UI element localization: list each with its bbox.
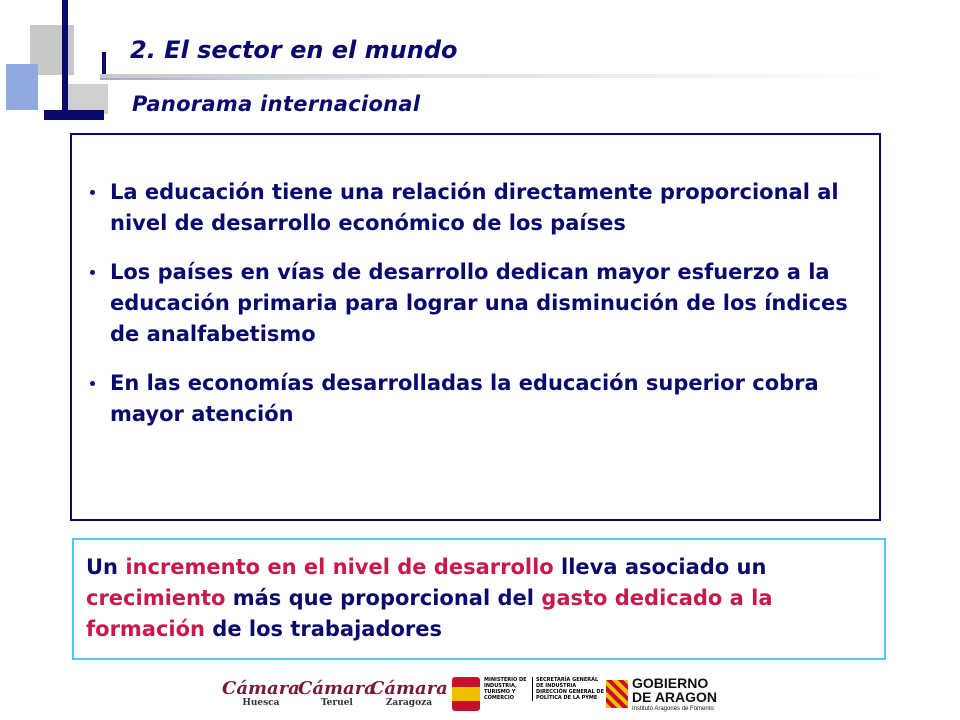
- summary-part: más que proporcional del: [225, 586, 542, 610]
- summary-part: lleva asociado un: [553, 555, 767, 579]
- bullet-text: En las economías desarrolladas la educación superior cobra mayor atención: [110, 371, 819, 426]
- bullet-text: Los países en vías de desarrollo dedican mayor esfuerzo a la educación primaria para lograr una disminución de los índices de analfabetismo: [110, 260, 848, 346]
- summary-text: [86, 552, 876, 645]
- bullet-dot-icon: [90, 270, 95, 275]
- title-divider: [100, 78, 420, 80]
- ministerio-logo: [452, 677, 602, 713]
- summary-highlight: incremento en el nivel de desarrollo: [125, 555, 554, 579]
- bullet-text: La educación tiene una relación directamente proporcional al nivel de desarrollo económico de los países: [110, 180, 839, 235]
- gobierno-aragon-sub: Instituto Aragonés de Fomento: [632, 706, 714, 712]
- gobierno-aragon-name: [632, 676, 717, 704]
- camara-logo-name: Cámara: [298, 678, 376, 699]
- bullet-list: [88, 177, 858, 448]
- camara-logo-city: Teruel: [321, 698, 353, 708]
- camara-zaragoza-logo: [370, 680, 448, 708]
- bullet-item: [88, 368, 858, 430]
- page-subtitle: Panorama internacional: [132, 92, 421, 116]
- gobierno-aragon-logo: [606, 674, 736, 714]
- bullet-box: [70, 133, 881, 521]
- corner-decoration: [62, 0, 68, 120]
- camara-logo-city: Huesca: [242, 698, 280, 708]
- bullet-item: [88, 177, 858, 239]
- page-title: 2. El sector en el mundo: [130, 36, 458, 64]
- summary-box: [72, 538, 886, 660]
- corner-decoration: [102, 52, 106, 74]
- aragon-flag-icon: [606, 680, 628, 708]
- ministerio-text: MINISTERIO DE INDUSTRIA, TURISMO Y COMERCIO: [484, 677, 527, 701]
- camara-logo-name: Cámara: [370, 678, 448, 699]
- camara-logo-city: Zaragoza: [385, 698, 433, 708]
- summary-part: Un: [86, 555, 126, 579]
- camara-teruel-logo: [298, 680, 376, 708]
- bullet-dot-icon: [90, 381, 95, 386]
- gobierno-line2: DE ARAGON: [632, 689, 718, 705]
- summary-part: de los trabajadores: [205, 617, 443, 641]
- bullet-item: [88, 257, 858, 350]
- camara-logo-name: Cámara: [222, 678, 300, 699]
- gobierno-line1: GOBIERNO: [632, 675, 709, 691]
- secretaria-text: SECRETARÍA GENERAL DE INDUSTRIA DIRECCIÓN GENERAL DE POLÍTICA DE LA PYME: [532, 677, 606, 701]
- camara-huesca-logo: [222, 680, 300, 708]
- coat-of-arms-icon: [452, 677, 480, 711]
- bullet-dot-icon: [90, 190, 95, 195]
- summary-highlight: crecimiento: [86, 586, 226, 610]
- summary-highlight: gasto dedicado a la formación: [86, 586, 773, 641]
- corner-decoration: [6, 64, 38, 110]
- corner-decoration: [44, 110, 104, 120]
